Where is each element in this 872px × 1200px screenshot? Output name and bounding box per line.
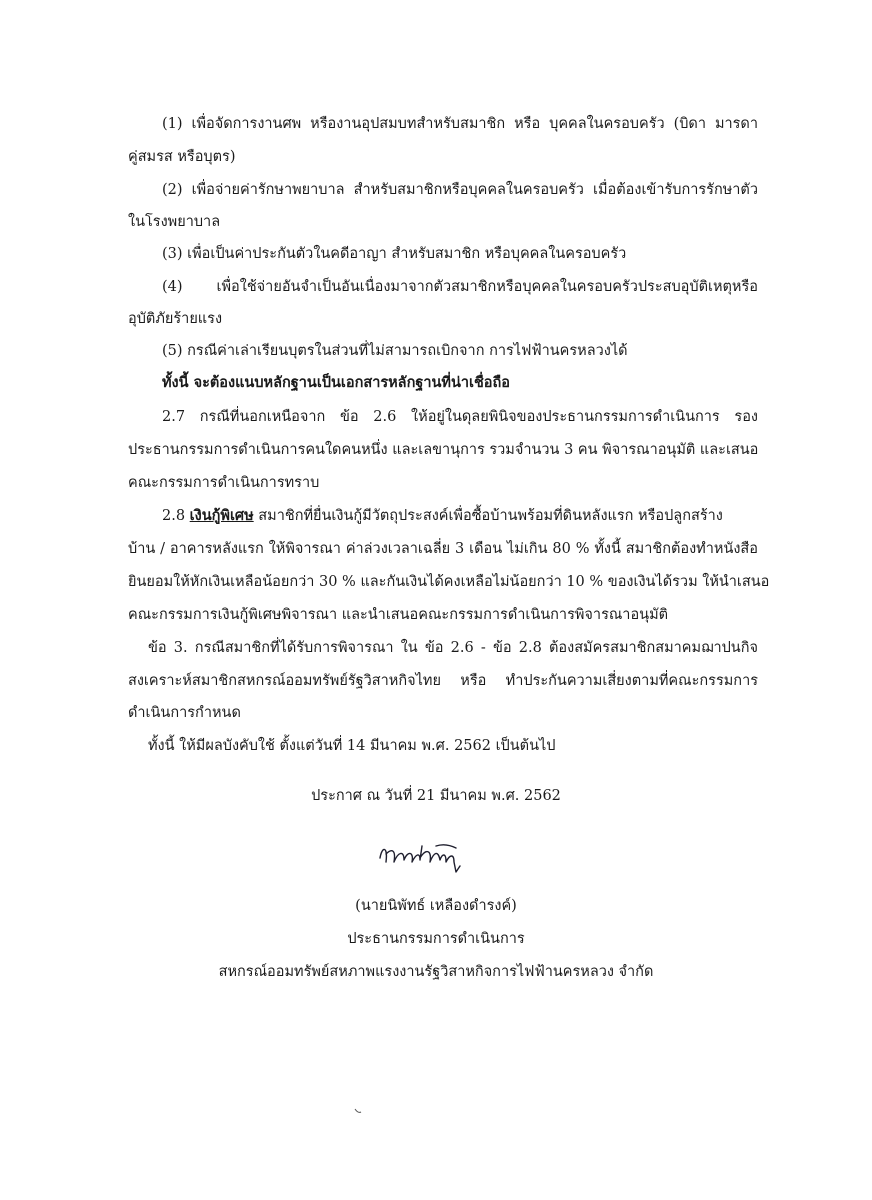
item-5: (5) กรณีค่าเล่าเรียนบุตรในส่วนที่ไม่สามารถเบิกจาก การไฟฟ้านครหลวงได้ — [162, 343, 628, 359]
effective-date: ทั้งนี้ ให้มีผลบังคับใช้ ตั้งแต่วันที่ 14 มีนาคม พ.ศ. 2562 เป็นต้นไป — [148, 738, 556, 754]
section-2-8-line-3: ยินยอมให้หักเงินเหลือน้อยกว่า 30 % และกันเงินได้คงเหลือไม่น้อยกว่า 10 % ของเงินได้รวม ให้นำเสนอ — [128, 574, 770, 590]
clause-3-line-1: ข้อ 3. กรณีสมาชิกที่ได้รับการพิจารณา ใน ข้อ 2.6 - ข้อ 2.8 ต้องสมัครสมาชิกสมาคมฌาปนกิจ — [148, 640, 758, 656]
scan-speck — [354, 1108, 362, 1114]
item-1-line-2: คู่สมรส หรือบุตร) — [128, 149, 236, 165]
section-2-8-title: เงินกู้พิเศษ — [189, 507, 254, 524]
section-2-8-line-4: คณะกรรมการเงินกู้พิเศษพิจารณา และนำเสนอคณะกรรมการดำเนินการพิจารณาอนุมัติ — [128, 607, 669, 623]
section-2-8-line-1 — [162, 506, 758, 526]
section-2-7-line-2: ประธานกรรมการดำเนินการคนใดคนหนึ่ง และเลขานุการ รวมจำนวน 3 คน พิจารณาอนุมัติ และเสนอ — [128, 442, 759, 458]
signatory-position: ประธานกรรมการดำเนินการ — [347, 931, 525, 947]
item-2-line-2: ในโรงพยาบาล — [128, 214, 221, 230]
evidence-note: ทั้งนี้ จะต้องแนบหลักฐานเป็นเอกสารหลักฐานที่น่าเชื่อถือ — [162, 374, 511, 391]
item-4-line-1: (4) เพื่อใช้จ่ายอันจำเป็นอันเนื่องมาจากตัวสมาชิกหรือบุคคลในครอบครัวประสบอุบัติเหตุหรือ — [162, 279, 758, 295]
section-2-7-line-1: 2.7 กรณีที่นอกเหนือจาก ข้อ 2.6 ให้อยู่ในดุลยพินิจของประธานกรรมการดำเนินการ รอง — [162, 409, 758, 425]
signatory-name: (นายนิพัทธ์ เหลืองดำรงค์) — [355, 898, 517, 914]
section-2-7-line-3: คณะกรรมการดำเนินการทราบ — [128, 475, 320, 491]
item-1-line-1: (1) เพื่อจัดการงานศพ หรืองานอุปสมบทสำหรับสมาชิก หรือ บุคคลในครอบครัว (บิดา มารดา — [162, 116, 758, 132]
section-2-8-number: 2.8 — [162, 508, 190, 524]
item-2-line-1: (2) เพื่อจ่ายค่ารักษาพยาบาล สำหรับสมาชิกหรือบุคคลในครอบครัว เมื่อต้องเข้ารับการรักษาตัว — [162, 182, 758, 198]
item-4-line-2: อุบัติภัยร้ายแรง — [128, 311, 223, 327]
announcement-date: ประกาศ ณ วันที่ 21 มีนาคม พ.ศ. 2562 — [311, 788, 561, 804]
section-2-8-line-2: บ้าน / อาคารหลังแรก ให้พิจารณา ค่าล่วงเวลาเฉลี่ย 3 เดือน ไม่เกิน 80 % ทั้งนี้ สมาชิกต้องทำหนังสือ — [128, 541, 758, 557]
item-3: (3) เพื่อเป็นค่าประกันตัวในคดีอาญา สำหรับสมาชิก หรือบุคคลในครอบครัว — [162, 246, 627, 262]
organization-name: สหกรณ์ออมทรัพย์สหภาพแรงงานรัฐวิสาหกิจการไฟฟ้านครหลวง จำกัด — [218, 964, 654, 980]
signature — [376, 836, 486, 876]
clause-3-line-3: ดำเนินการกำหนด — [128, 705, 241, 721]
clause-3-line-2: สงเคราะห์สมาชิกสหกรณ์ออมทรัพย์รัฐวิสาหกิจไทย หรือ ทำประกันความเสี่ยงตามที่คณะกรรมการ — [128, 673, 758, 689]
section-2-8-line-1-text: สมาชิกที่ยื่นเงินกู้มีวัตถุประสงค์เพื่อซื้อบ้านพร้อมที่ดินหลังแรก หรือปลูกสร้าง — [253, 508, 723, 524]
